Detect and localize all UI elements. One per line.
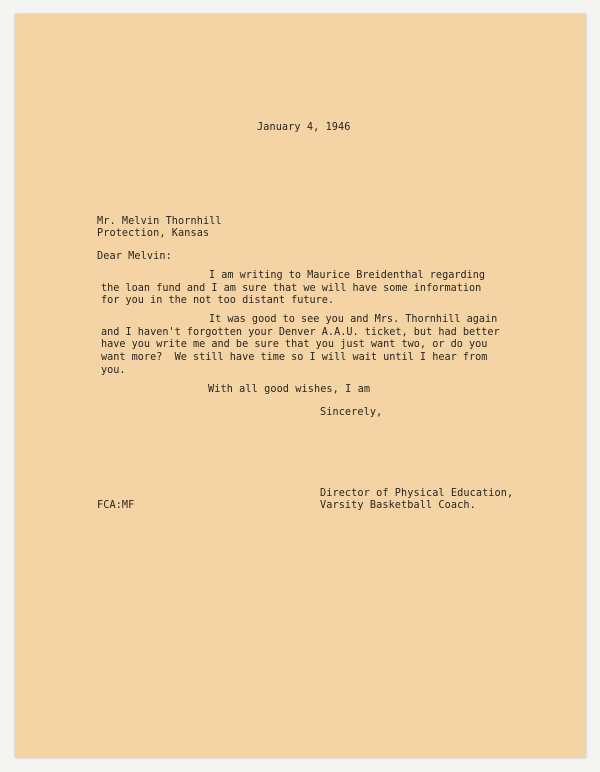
paragraph-line: It was good to see you and Mrs. Thornhill again	[209, 314, 498, 325]
recipient-name: Mr. Melvin Thornhill	[97, 216, 222, 227]
paragraph-line: have you write me and be sure that you just want two, or do you	[101, 339, 488, 351]
sign-off: Sincerely,	[320, 407, 383, 418]
recipient-location: Protection, Kansas	[97, 228, 210, 239]
body-paragraph-1	[101, 270, 485, 308]
paragraph-line: the loan fund and I am sure that we will have some information	[101, 282, 482, 294]
paragraph-line: you.	[101, 364, 126, 376]
closing-remark: With all good wishes, I am	[208, 384, 371, 395]
signature-title-line1: Director of Physical Education,	[320, 488, 514, 499]
reference-initials: FCA:MF	[97, 500, 135, 511]
paragraph-line: for you in the not too distant future.	[101, 295, 335, 307]
body-paragraph-2	[101, 314, 500, 378]
salutation: Dear Melvin:	[97, 251, 172, 262]
paragraph-line: want more? We still have time so I will wait until I hear from	[101, 352, 488, 364]
paragraph-line: and I haven't forgotten your Denver A.A.U. ticket, but had better	[101, 326, 500, 338]
letter-date: January 4, 1946	[257, 122, 351, 133]
letter-page	[15, 14, 586, 758]
paragraph-line: I am writing to Maurice Breidenthal regarding	[209, 270, 486, 281]
signature-title-line2: Varsity Basketball Coach.	[320, 500, 476, 511]
